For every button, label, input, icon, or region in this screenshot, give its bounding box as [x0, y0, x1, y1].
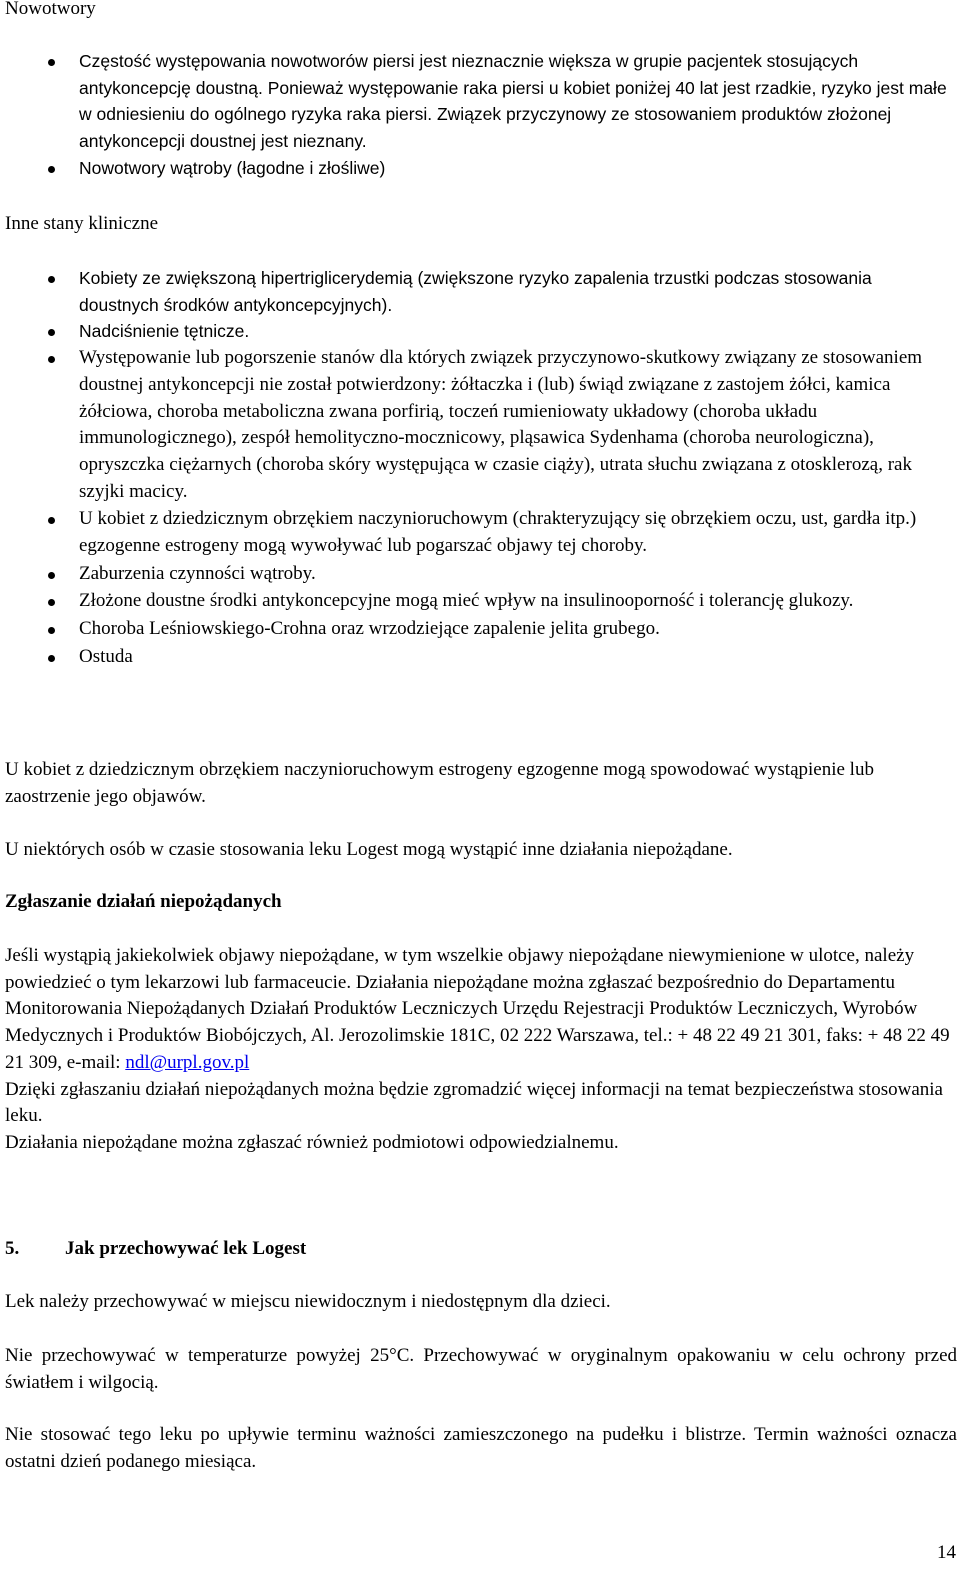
- inne-list: [5, 265, 955, 671]
- list-item: [5, 506, 955, 559]
- reporting-text-main: Jeśli wystąpią jakiekolwiek objawy niepożądane, w tym wszelkie objawy niepożądane niewymienione w ulotce, należy powiedzieć o tym lekarzowi lub farmaceucie. Działania niepożądane można zgłaszać bezpośrednio do Departamentu Monitorowania Niepożądanych Działań Produktów Leczniczych Urzędu Rejestracji Produktów Leczniczych, Wyrobów Medycznych i Produktów Biobójczych, Al. Jerozolimskie 181C, 02 222 Warszawa, tel.: + 48 22 49 21 301, faks: + 48 22 49 21 309, e-mail:: [5, 945, 950, 1073]
- bullet-icon: [48, 572, 55, 579]
- list-item: [5, 588, 955, 615]
- list-item: [5, 616, 955, 643]
- reporting-heading: Zgłaszanie działań niepożądanych: [5, 891, 282, 912]
- bullet-icon: [48, 59, 55, 66]
- storage-para-temperature: Nie przechowywać w temperaturze powyżej 25°C. Przechowywać w oryginalnym opakowaniu w celu ochrony przed światłem i wilgocią.: [5, 1345, 957, 1393]
- list-item: [5, 318, 955, 345]
- storage-para-children: Lek należy przechowywać w miejscu niewidocznym i niedostępnym dla dzieci.: [5, 1291, 611, 1312]
- list-item: [5, 265, 955, 318]
- list-item: [5, 155, 950, 182]
- list-item-text: Nowotwory wątroby (łagodne i złośliwe): [79, 157, 386, 178]
- paragraph-angioedema: U kobiet z dziedzicznym obrzękiem naczynioruchowym estrogeny egzogenne mogą spowodować wystąpienie lub zaostrzenie jego objawów.: [5, 759, 874, 807]
- paragraph-other-effects: U niektórych osób w czasie stosowania leku Logest mogą wystąpić inne działania niepożądane.: [5, 839, 733, 860]
- list-item-text: Złożone doustne środki antykoncepcyjne mogą mieć wpływ na insulinooporność i tolerancję glukozy.: [79, 590, 854, 612]
- list-item-text: Ostuda: [79, 645, 133, 667]
- bullet-icon: [48, 517, 55, 524]
- storage-para-expiry: Nie stosować tego leku po upływie terminu ważności zamieszczonego na pudełku i blistrze. Termin ważności oznacza ostatni dzień podanego miesiąca.: [5, 1424, 957, 1472]
- list-item: [5, 561, 955, 588]
- bullet-icon: [48, 166, 55, 173]
- section5-title: Jak przechowywać lek Logest: [65, 1238, 307, 1259]
- bullet-icon: [48, 276, 55, 283]
- bullet-icon: [48, 599, 55, 606]
- section-heading-inne: Inne stany kliniczne: [5, 213, 159, 234]
- list-item-text: Występowanie lub pogorszenie stanów dla których związek przyczynowo-skutkowy związany ze stosowaniem doustnej antykoncepcji nie został potwierdzony: żółtaczka i (lub) świąd związane z zastojem żółci, kamica żółciowa, choroba metaboliczna zwana porfirią, toczeń rumieniowaty układowy (choroba układu immunologicznego), zespół hemolityczno-mocznicowy, pląsawica Sydenhama (choroba neurologiczna), opryszczka ciężarnych (choroba skóry występująca w czasie ciąży), utrata słuchu związana z otosklerozą, rak szyjki macicy.: [79, 347, 923, 502]
- email-link[interactable]: ndl@urpl.gov.pl: [125, 1051, 250, 1073]
- section5-heading: [5, 1236, 306, 1263]
- bullet-icon: [48, 329, 55, 336]
- reporting-text: [5, 943, 955, 1077]
- bullet-icon: [48, 627, 55, 634]
- list-item-text: U kobiet z dziedzicznym obrzękiem naczynioruchowym (chrakteryzujący się obrzękiem oczu, ust, gardła itp.) egzogenne estrogeny mogą wywoływać lub pogarszać objawy tej choroby.: [79, 508, 917, 557]
- list-item-text: Częstość występowania nowotworów piersi jest nieznacznie większa w grupie pacjentek stosujących antykoncepcję doustną. Ponieważ występowanie raka piersi u kobiet poniżej 40 lat jest rzadkie, ryzyko jest małe w odniesieniu do ogólnego ryzyka raka piersi. Związek przyczynowy ze stosowaniem produktów złożonej antykoncepcji doustnej jest nieznany.: [79, 51, 947, 152]
- bullet-icon: [48, 356, 55, 363]
- reporting-text-last: Działania niepożądane można zgłaszać również podmiotowi odpowiedzialnemu.: [5, 1131, 619, 1153]
- section-heading-nowotwory: Nowotwory: [5, 0, 96, 19]
- reporting-text-benefit: Dzięki zgłaszaniu działań niepożądanych można będzie zgromadzić więcej informacji na temat bezpieczeństwa stosowania leku.: [5, 1078, 943, 1127]
- list-item: [5, 345, 955, 505]
- section5-number: 5.: [5, 1238, 20, 1259]
- list-item-text: Choroba Leśniowskiego-Crohna oraz wrzodziejące zapalenie jelita grubego.: [79, 618, 660, 640]
- list-item-text: Nadciśnienie tętnicze.: [79, 321, 250, 342]
- reporting-block: [5, 943, 955, 1157]
- list-item-text: Zaburzenia czynności wątroby.: [79, 562, 316, 584]
- list-item-text: Kobiety ze zwiększoną hipertriglicerydemią (zwiększone ryzyko zapalenia trzustki podczas stosowania doustnych środków antykoncepcyjnych).: [79, 268, 872, 315]
- nowotwory-list: [5, 48, 950, 182]
- bullet-icon: [48, 655, 55, 662]
- list-item: [5, 644, 955, 671]
- list-item: [5, 48, 950, 155]
- page-number: 14: [937, 1542, 956, 1564]
